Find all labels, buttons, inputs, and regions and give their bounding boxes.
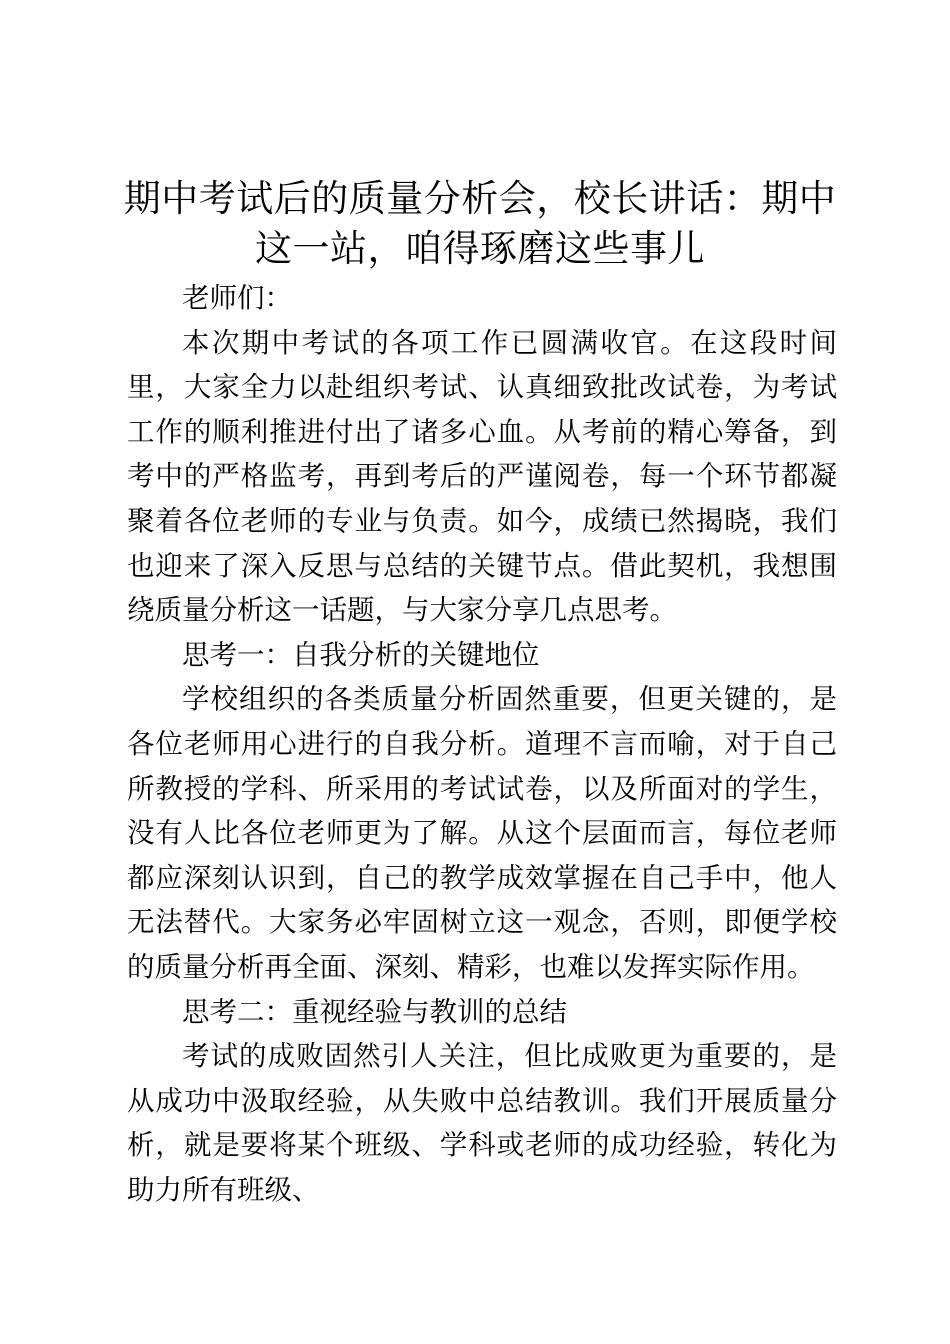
document-body (127, 276, 837, 1212)
body-paragraph: 考试的成败固然引人关注，但比成败更为重要的，是从成功中汲取经验，从失败中总结教训。我们开展质量分析，就是要将某个班级、学科或老师的成功经验，转化为助力所有班级、 (127, 1040, 837, 1206)
section-heading: 思考二：重视经验与教训的总结 (182, 995, 567, 1028)
greeting-paragraph: 老师们： (182, 282, 292, 314)
body-paragraph: 本次期中考试的各项工作已圆满收官。在这段时间里，大家全力以赴组织考试、认真细致批改试卷，为考试工作的顺利推进付出了诸多心血。从考前的精心筹备，到考中的严格监考，再到考后的严谨阅卷，每一个环节都凝聚着各位老师的专业与负责。如今，成绩已然揭晓，我们也迎来了深入反思与总结的关键节点。借此契机，我想围绕质量分析这一话题，与大家分享几点思考。 (127, 326, 837, 627)
document-title: 期中考试后的质量分析会，校长讲话：期中这一站，咱得琢磨这些事儿 (123, 177, 837, 270)
section-heading: 思考一：自我分析的关键地位 (182, 638, 540, 671)
body-paragraph: 学校组织的各类质量分析固然重要，但更关键的，是各位老师用心进行的自我分析。道理不言而喻，对于自己所教授的学科、所采用的考试试卷，以及所面对的学生，没有人比各位老师更为了解。从这个层面而言，每位老师都应深刻认识到，自己的教学成效掌握在自己手中，他人无法替代。大家务必牢固树立这一观念，否则，即便学校的质量分析再全面、深刻、精彩，也难以发挥实际作用。 (127, 683, 837, 983)
